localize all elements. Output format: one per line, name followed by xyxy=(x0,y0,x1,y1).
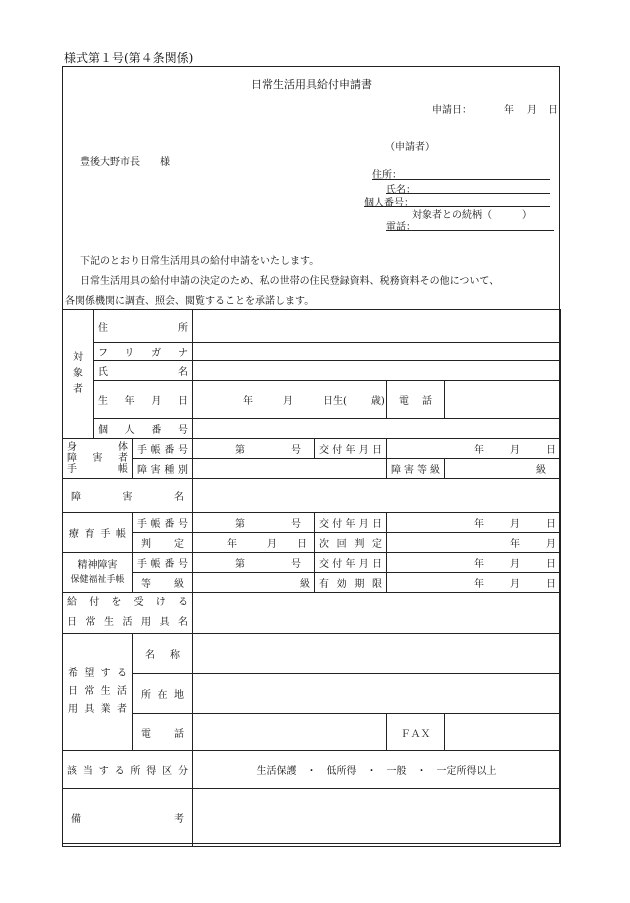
applicant-phone-line[interactable] xyxy=(386,230,554,231)
ryoiku-cert-go: 号 xyxy=(291,519,301,530)
ryoiku-issue-month: 月 xyxy=(510,519,521,530)
physical-issue-day: 日 xyxy=(546,445,557,456)
equipment-label-1: 給付を受ける xyxy=(67,597,188,608)
mental-cert-go: 号 xyxy=(291,559,301,570)
subject-group-label: 対 象 者 xyxy=(63,310,94,439)
disability-name-field[interactable] xyxy=(193,479,561,513)
valid-until-year: 年 xyxy=(474,579,485,590)
applicant-name-label: 氏名： xyxy=(386,185,416,196)
ryoiku-issue-date-field[interactable] xyxy=(387,513,561,533)
mental-grade-kyu: 級 xyxy=(300,579,310,590)
physical-cert-no-field[interactable] xyxy=(193,439,315,459)
ryoiku-cert-dai: 第 xyxy=(235,519,245,530)
vendor-label-2: 日常生活 xyxy=(68,686,127,697)
physical-cert-dai: 第 xyxy=(235,445,245,456)
physical-cert-label: 身 体 障害者 手 帳 xyxy=(63,439,133,479)
subject-my-number-field[interactable] xyxy=(193,419,561,439)
hantei-day: 日 xyxy=(297,539,307,550)
birth-month-unit: 月 xyxy=(283,396,293,407)
subject-address-label: 住所 xyxy=(94,310,193,343)
physical-cert-no-label: 手帳番号 xyxy=(133,439,193,459)
mental-cert-dai: 第 xyxy=(235,559,245,570)
hantei-label: 判定 xyxy=(133,533,193,553)
income-options[interactable]: 生活保護 ・ 低所得 ・ 一般 ・ 一定所得以上 xyxy=(193,751,561,789)
vendor-address-field[interactable] xyxy=(193,674,561,714)
disability-grade-label: 障害等級 xyxy=(387,459,445,479)
vendor-fax-field[interactable] xyxy=(445,714,561,751)
intro-line: 下記のとおり日常生活用具の給付申請をいたします。 xyxy=(80,256,320,267)
ryoiku-issue-day: 日 xyxy=(546,519,557,530)
vendor-label xyxy=(63,634,133,751)
mental-grade-label: 等級 xyxy=(133,573,193,593)
disability-type-label: 障害種別 xyxy=(133,459,193,479)
valid-until-label: 有効期限 xyxy=(315,573,387,593)
subject-phone-label: 電話 xyxy=(387,381,445,419)
consent-line-1: 日常生活用具の給付申請の決定のため、私の世帯の住民登録資料、税務資料その他について、 xyxy=(80,276,500,287)
mental-cert-no-label: 手帳番号 xyxy=(133,553,193,573)
form-number: 様式第１号(第４条関係) xyxy=(64,51,194,65)
vendor-phone-label: 電話 xyxy=(133,714,193,751)
income-label: 該当する所得区分 xyxy=(63,751,193,789)
mental-issue-year: 年 xyxy=(474,559,485,570)
applicant-address-label: 住所： xyxy=(372,170,402,181)
ryoiku-cert-no-label: 手帳番号 xyxy=(133,513,193,533)
ryoiku-issue-date-label: 交付年月日 xyxy=(315,513,387,533)
remarks-label: 備考 xyxy=(63,789,193,847)
apply-date-label: 申請日： xyxy=(432,105,472,116)
consent-line-2: 各関係機関に調査、照会、閲覧することを承諾します。 xyxy=(65,296,315,307)
birth-age-unit: 歳) xyxy=(370,396,385,407)
furigana-field[interactable] xyxy=(193,343,561,361)
apply-date-month: 月 xyxy=(527,105,537,116)
vendor-fax-label: ＦＡＸ xyxy=(387,714,445,751)
applicant-label: （申請者） xyxy=(385,142,435,153)
valid-until-day: 日 xyxy=(546,579,557,590)
next-hantei-field[interactable] xyxy=(387,533,561,553)
valid-until-field[interactable] xyxy=(387,573,561,593)
physical-issue-date-label: 交付年月日 xyxy=(315,439,387,459)
ryoiku-issue-year: 年 xyxy=(474,519,485,530)
furigana-label: フリガナ xyxy=(94,343,193,361)
applicant-address-line[interactable] xyxy=(372,179,550,180)
applicant-relation: 対象者との続柄（ ） xyxy=(412,210,532,221)
physical-issue-date-field[interactable] xyxy=(387,439,561,459)
applicant-phone-label: 電話： xyxy=(386,222,416,233)
equipment-label-2: 日常生活用具名 xyxy=(67,617,188,628)
next-hantei-label: 次回判定 xyxy=(315,533,387,553)
physical-cert-go: 号 xyxy=(291,445,301,456)
birthdate-label: 生年月日 xyxy=(94,381,193,419)
disability-grade-field[interactable] xyxy=(445,459,561,479)
valid-until-month: 月 xyxy=(510,579,521,590)
addressee: 豊後大野市長 様 xyxy=(80,157,170,168)
vendor-name-label: 名称 xyxy=(133,634,193,674)
disability-type-field[interactable] xyxy=(193,459,387,479)
remarks-field[interactable] xyxy=(193,789,561,847)
applicant-my-number-label: 個人番号： xyxy=(364,198,414,209)
ryoiku-cert-label: 療育手帳 xyxy=(63,513,133,553)
mental-grade-field[interactable] xyxy=(193,573,315,593)
mental-cert-no-field[interactable] xyxy=(193,553,315,573)
birth-day-unit: 日生( xyxy=(323,396,347,407)
mental-cert-label-1: 精神障害 xyxy=(77,559,118,571)
apply-date-year: 年 xyxy=(504,105,514,116)
hantei-field[interactable] xyxy=(193,533,315,553)
mental-cert-label-2: 保健福祉手帳 xyxy=(70,574,125,585)
mental-issue-date-field[interactable] xyxy=(387,553,561,573)
equipment-field[interactable] xyxy=(193,593,561,634)
next-hantei-month: 月 xyxy=(546,539,557,550)
application-table xyxy=(62,309,561,847)
mental-issue-date-label: 交付年月日 xyxy=(315,553,387,573)
physical-issue-month: 月 xyxy=(510,445,521,456)
subject-name-label: 氏名 xyxy=(94,361,193,381)
vendor-phone-field[interactable] xyxy=(193,714,387,751)
subject-phone-field[interactable] xyxy=(445,381,561,419)
mental-issue-day: 日 xyxy=(546,559,557,570)
physical-issue-year: 年 xyxy=(474,445,485,456)
hantei-year: 年 xyxy=(227,539,237,550)
next-hantei-year: 年 xyxy=(510,539,521,550)
vendor-address-label: 所在地 xyxy=(133,674,193,714)
vendor-label-1: 希望する xyxy=(68,668,127,679)
vendor-label-3: 用具業者 xyxy=(68,704,127,715)
subject-name-field[interactable] xyxy=(193,361,561,381)
equipment-label xyxy=(63,593,193,634)
hantei-month: 月 xyxy=(267,539,277,550)
disability-grade-kyu: 級 xyxy=(536,465,547,476)
mental-cert-label xyxy=(63,553,133,593)
subject-address-field[interactable] xyxy=(193,310,561,343)
birthdate-field[interactable] xyxy=(193,381,387,419)
vendor-name-field[interactable] xyxy=(193,634,561,674)
mental-issue-month: 月 xyxy=(510,559,521,570)
apply-date-day: 日 xyxy=(548,105,558,116)
disability-name-label: 障害名 xyxy=(63,479,193,513)
subject-my-number-label: 個人番号 xyxy=(94,419,193,439)
form-title: 日常生活用具給付申請書 xyxy=(251,78,372,91)
ryoiku-cert-no-field[interactable] xyxy=(193,513,315,533)
birth-year-unit: 年 xyxy=(243,396,253,407)
